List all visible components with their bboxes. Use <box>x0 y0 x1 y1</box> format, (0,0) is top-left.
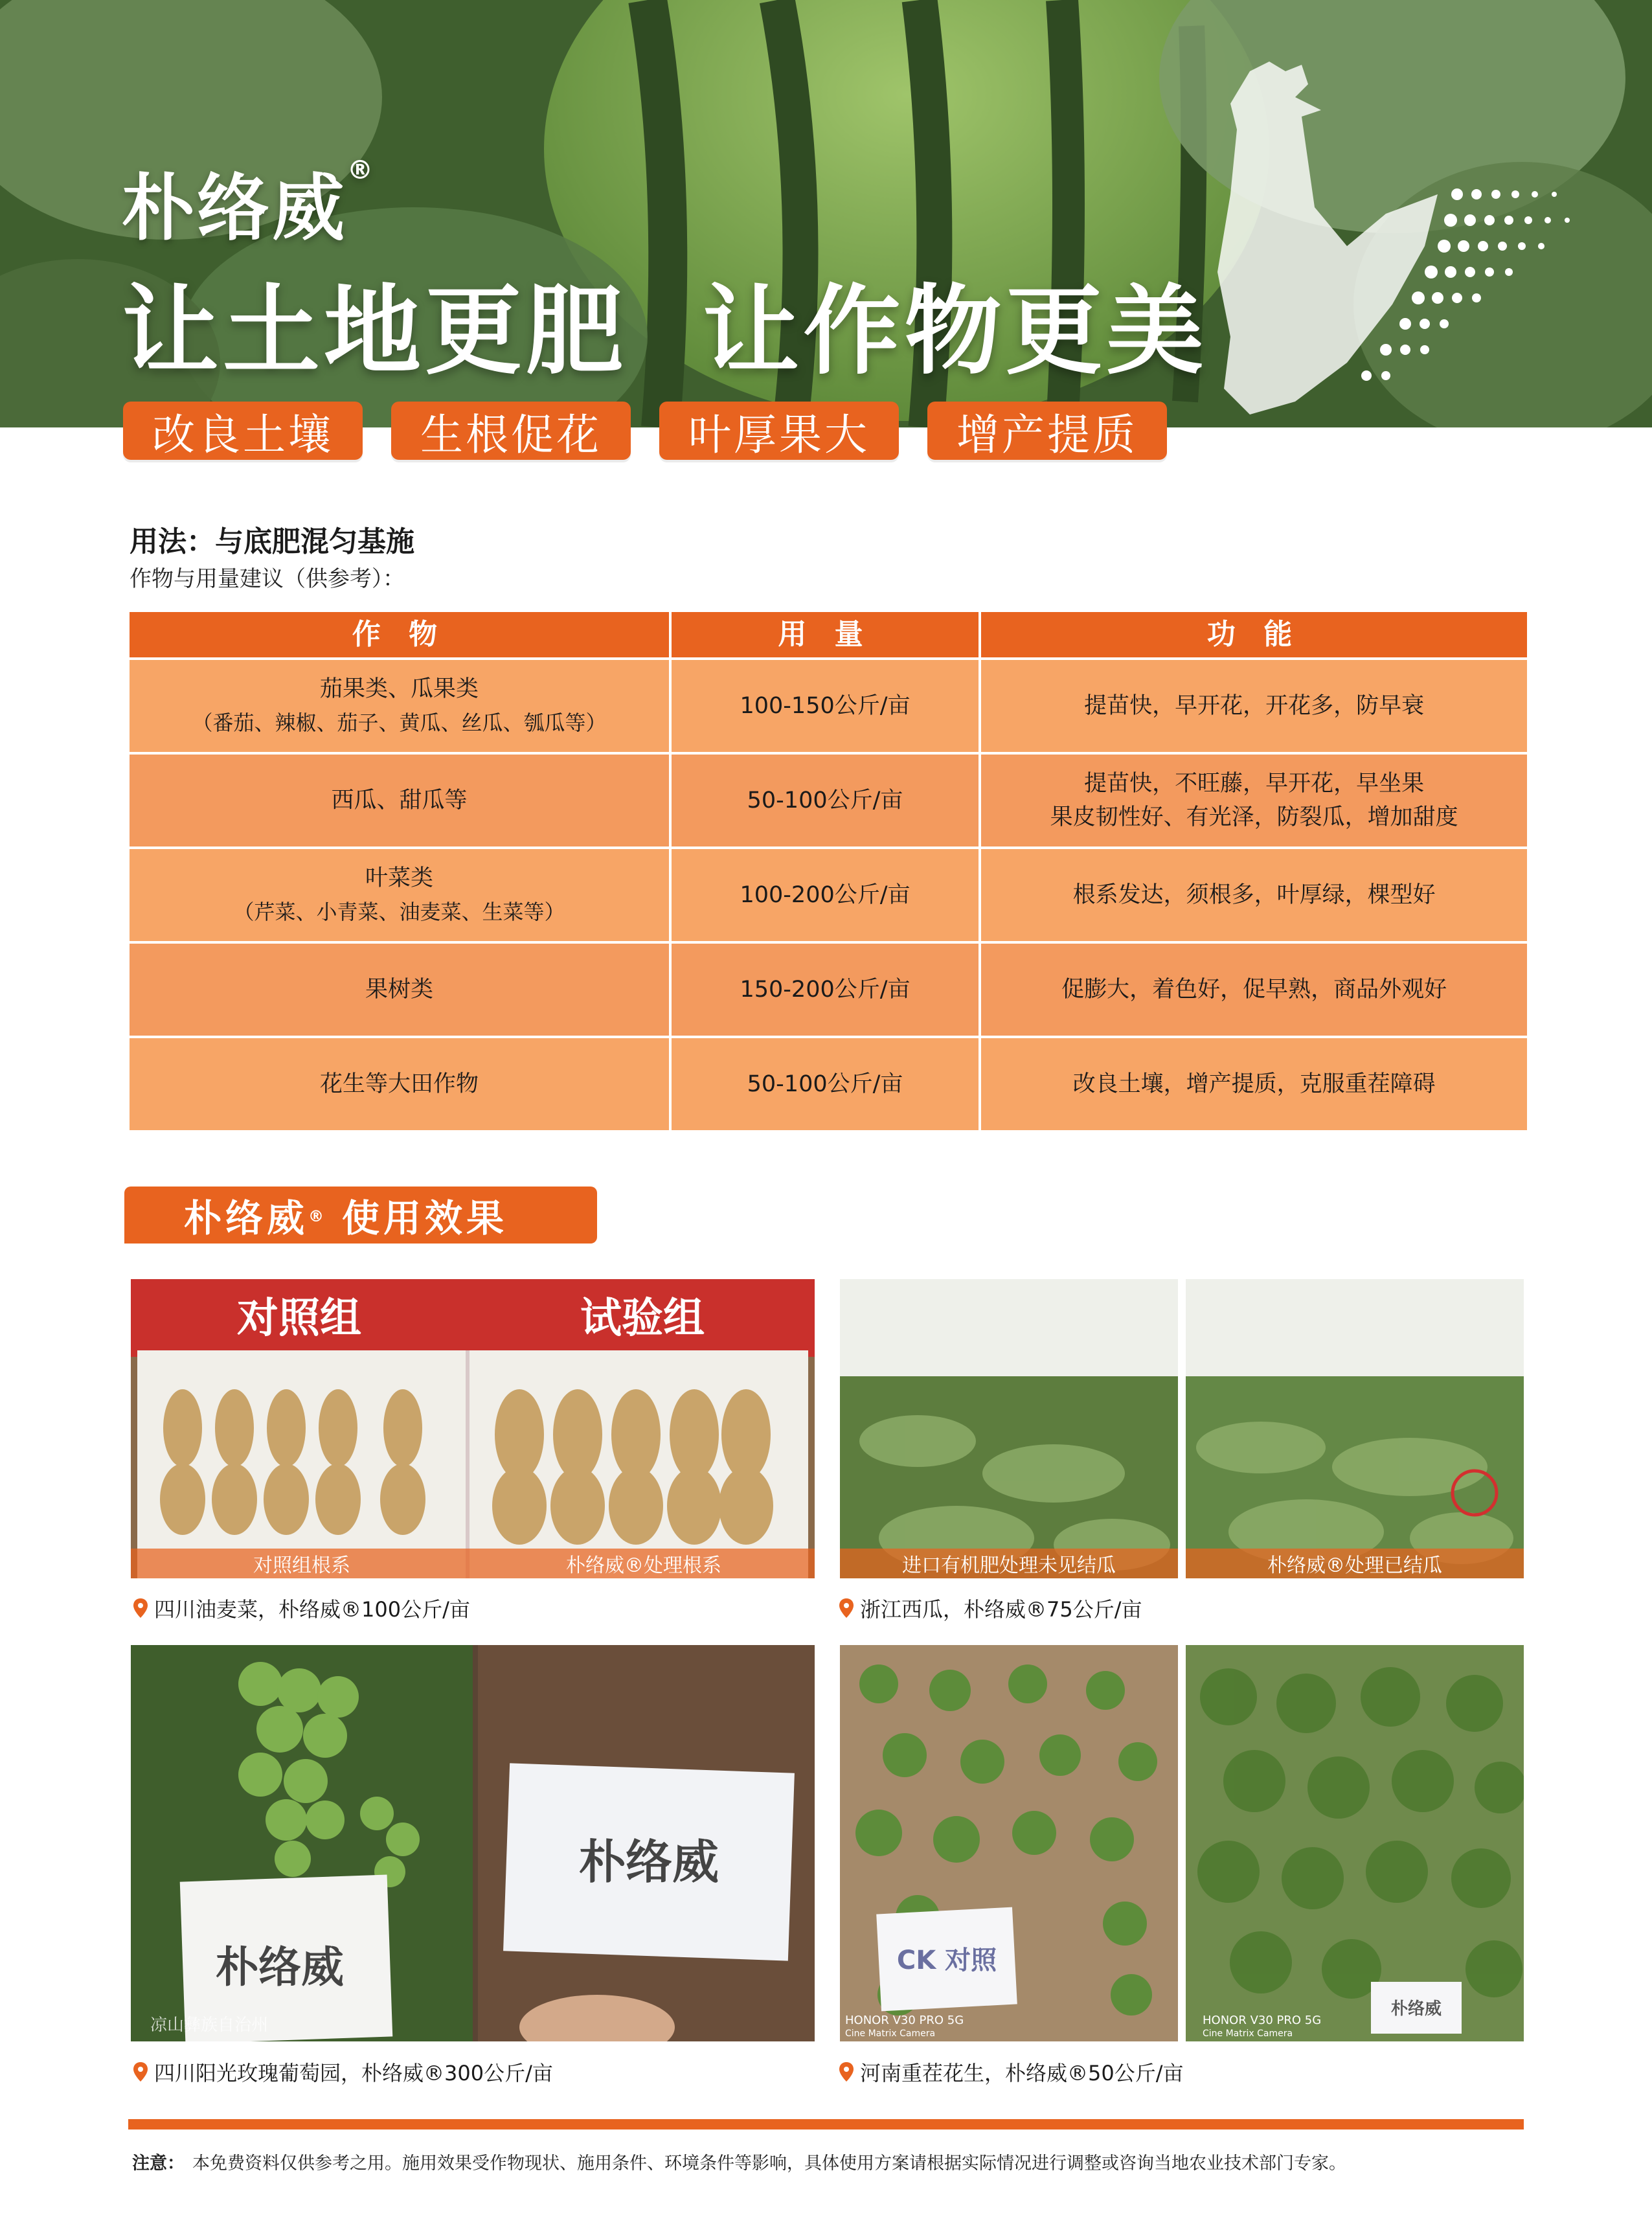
function-line: 果皮韧性好、有光泽，防裂瓜，增加甜度 <box>1050 804 1458 830</box>
table-row <box>130 1038 1527 1133</box>
footer-divider <box>128 2119 1524 2129</box>
hero-banner <box>0 0 1652 427</box>
photo-peanut-field <box>840 1645 1524 2041</box>
effect-title: 使用效果 <box>342 1196 508 1240</box>
header-function: 功 能 <box>981 612 1527 660</box>
photo-watermark: 凉山彝族自治州 <box>150 2016 269 2035</box>
effect-brand: 朴络威 <box>184 1196 309 1240</box>
caption-treated-roots: 朴络威®处理根系 <box>473 1549 815 1578</box>
note-text: 本免费资料仅供参考之用。施用效果受作物现状、施用条件、环境条件等影响，具体使用方案请根据实际情况进行调整或咨询当地农业技术部门专家。 <box>192 2153 1346 2174</box>
header-crop: 作 物 <box>130 612 672 660</box>
table-row <box>130 944 1527 1038</box>
function-cell <box>981 755 1527 849</box>
function-line: 提苗快，不旺藤，早开花，早坐果 <box>1084 771 1425 797</box>
camera-watermark-right-sub: Cine Matrix Camera <box>1203 2028 1293 2039</box>
crop-cell <box>130 755 672 849</box>
camera-watermark-left-sub: Cine Matrix Camera <box>845 2028 936 2039</box>
camera-watermark-left: HONOR V30 PRO 5G <box>845 2014 964 2027</box>
crop-name: 花生等大田作物 <box>319 1071 479 1097</box>
tag-rooting-flowering: 生根促花 <box>391 402 631 460</box>
caption-control-roots: 对照组根系 <box>131 1549 473 1578</box>
function-cell <box>981 1038 1527 1133</box>
banner-test-group: 试验组 <box>580 1295 705 1343</box>
usage-title: 用法：与底肥混匀基施 <box>130 525 414 558</box>
sign-brand-small: 朴络威 <box>1390 1999 1442 2019</box>
dose-cell: 50-100公斤/亩 <box>672 755 981 849</box>
location-henan-peanut <box>839 2057 1184 2087</box>
location-text: 四川油麦菜，朴络威®100公斤/亩 <box>154 1597 470 1622</box>
function-line: 提苗快，早开花，开花多，防早衰 <box>1084 693 1425 719</box>
hero-slogan: 让土地更肥 让作物更美 <box>122 275 1208 388</box>
function-cell <box>981 944 1527 1038</box>
dose-cell: 100-200公斤/亩 <box>672 849 981 944</box>
crop-cell <box>130 1038 672 1133</box>
crop-note: （芹菜、小青菜、油麦菜、生菜等） <box>233 900 565 924</box>
table-row <box>130 755 1527 849</box>
function-line: 根系发达，须根多，叶厚绿，棵型好 <box>1072 882 1436 908</box>
registered-mark: ® <box>308 1207 328 1225</box>
crop-note: （番茄、辣椒、茄子、黄瓜、丝瓜、瓠瓜等） <box>192 710 607 735</box>
crop-name: 果树类 <box>365 977 433 1003</box>
usage-subtitle: 作物与用量建议（供参考）： <box>130 566 405 592</box>
location-text: 浙江西瓜，朴络威®75公斤/亩 <box>860 1597 1142 1622</box>
photo-watermelon-greenhouse <box>840 1279 1524 1578</box>
location-text: 河南重茬花生，朴络威®50公斤/亩 <box>860 2061 1184 2085</box>
brand-name: 朴络威® <box>122 155 376 251</box>
camera-watermark-right: HONOR V30 PRO 5G <box>1203 2014 1322 2027</box>
photo-grape-vineyard <box>131 1645 815 2041</box>
location-zhejiang-watermelon <box>839 1593 1142 1623</box>
tag-yield-quality: 增产提质 <box>927 402 1167 460</box>
table-header-row <box>130 612 1527 660</box>
location-pin-icon <box>133 1598 148 1618</box>
crop-name: 西瓜、甜瓜等 <box>331 788 468 813</box>
note-label: 注意： <box>132 2153 185 2174</box>
function-line: 改良土壤，增产提质，克服重茬障碍 <box>1072 1071 1436 1097</box>
tag-thick-leaves-big-fruit: 叶厚果大 <box>659 402 899 460</box>
function-cell <box>981 849 1527 944</box>
location-pin-icon <box>839 2062 854 2082</box>
sign-brand-right: 朴络威 <box>578 1835 719 1889</box>
effect-section-header <box>124 1187 597 1244</box>
crop-name: 叶菜类 <box>365 865 433 891</box>
header-dose: 用 量 <box>672 612 981 660</box>
location-text: 四川阳光玫瑰葡萄园，朴络威®300公斤/亩 <box>154 2061 553 2085</box>
crop-cell <box>130 660 672 755</box>
photo-roots-comparison <box>131 1279 815 1578</box>
function-line: 促膨大，着色好，促早熟，商品外观好 <box>1061 977 1447 1003</box>
crop-name: 茄果类、瓜果类 <box>319 676 479 702</box>
crop-cell <box>130 944 672 1038</box>
sign-brand-left: 朴络威 <box>216 1942 344 1992</box>
location-sichuan-grape <box>133 2057 553 2087</box>
tag-improve-soil: 改良土壤 <box>123 402 363 460</box>
location-pin-icon <box>839 1598 854 1618</box>
banner-control-group: 对照组 <box>237 1295 361 1343</box>
location-pin-icon <box>133 2062 148 2082</box>
caption-treated-fruit: 朴络威®处理已结瓜 <box>1186 1549 1524 1578</box>
table-row <box>130 660 1527 755</box>
table-row <box>130 849 1527 944</box>
feature-tags <box>123 402 1167 460</box>
dosage-table <box>130 612 1527 1133</box>
function-cell <box>981 660 1527 755</box>
sign-ck-control: CK 对照 <box>896 1946 997 1975</box>
dose-cell: 150-200公斤/亩 <box>672 944 981 1038</box>
dose-cell: 100-150公斤/亩 <box>672 660 981 755</box>
dose-cell: 50-100公斤/亩 <box>672 1038 981 1133</box>
footer-note <box>132 2149 1346 2174</box>
location-sichuan-lettuce <box>133 1593 470 1623</box>
caption-imported-fertilizer: 进口有机肥处理未见结瓜 <box>840 1549 1178 1578</box>
crop-cell <box>130 849 672 944</box>
